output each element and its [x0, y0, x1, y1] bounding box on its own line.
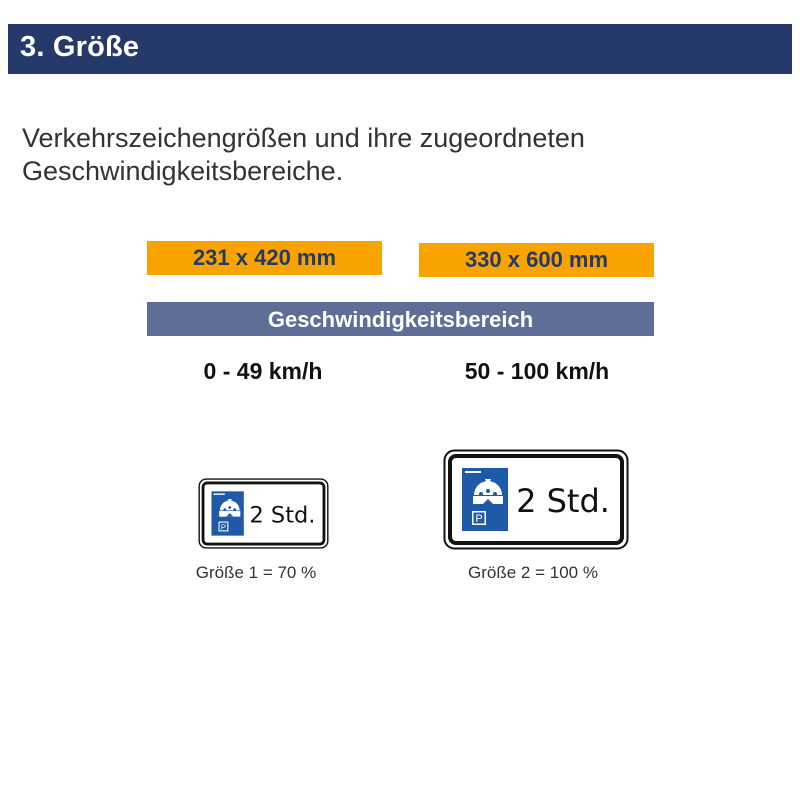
- header-bar: [8, 24, 792, 74]
- parking-letter: P: [475, 513, 483, 525]
- size-label-small: 231 x 420 mm: [147, 241, 382, 275]
- parking-disc-icon: [211, 491, 243, 535]
- size-label-large: 330 x 600 mm: [419, 243, 654, 277]
- caption-large: Größe 2 = 100 %: [468, 563, 598, 582]
- traffic-sign-large: [443, 449, 629, 550]
- caption-small: Größe 1 = 70 %: [195, 563, 317, 582]
- speed-range-header: Geschwindigkeitsbereich: [147, 302, 654, 336]
- parking-letter: P: [220, 522, 227, 532]
- speed-range-small: 0 - 49 km/h: [203, 358, 323, 384]
- parking-disc-icon: [462, 468, 508, 531]
- intro-line-2: Geschwindigkeitsbereiche.: [22, 156, 344, 186]
- traffic-sign-small: [198, 478, 329, 549]
- sign-text-small: 2 Std.: [249, 502, 316, 529]
- sign-text-large: 2 Std.: [516, 482, 610, 520]
- page-title: 3. Größe: [20, 31, 140, 63]
- intro-line-1: Verkehrszeichengrößen und ihre zugeordneten: [22, 123, 585, 153]
- intro-text: [22, 122, 702, 188]
- speed-range-large: 50 - 100 km/h: [464, 358, 610, 384]
